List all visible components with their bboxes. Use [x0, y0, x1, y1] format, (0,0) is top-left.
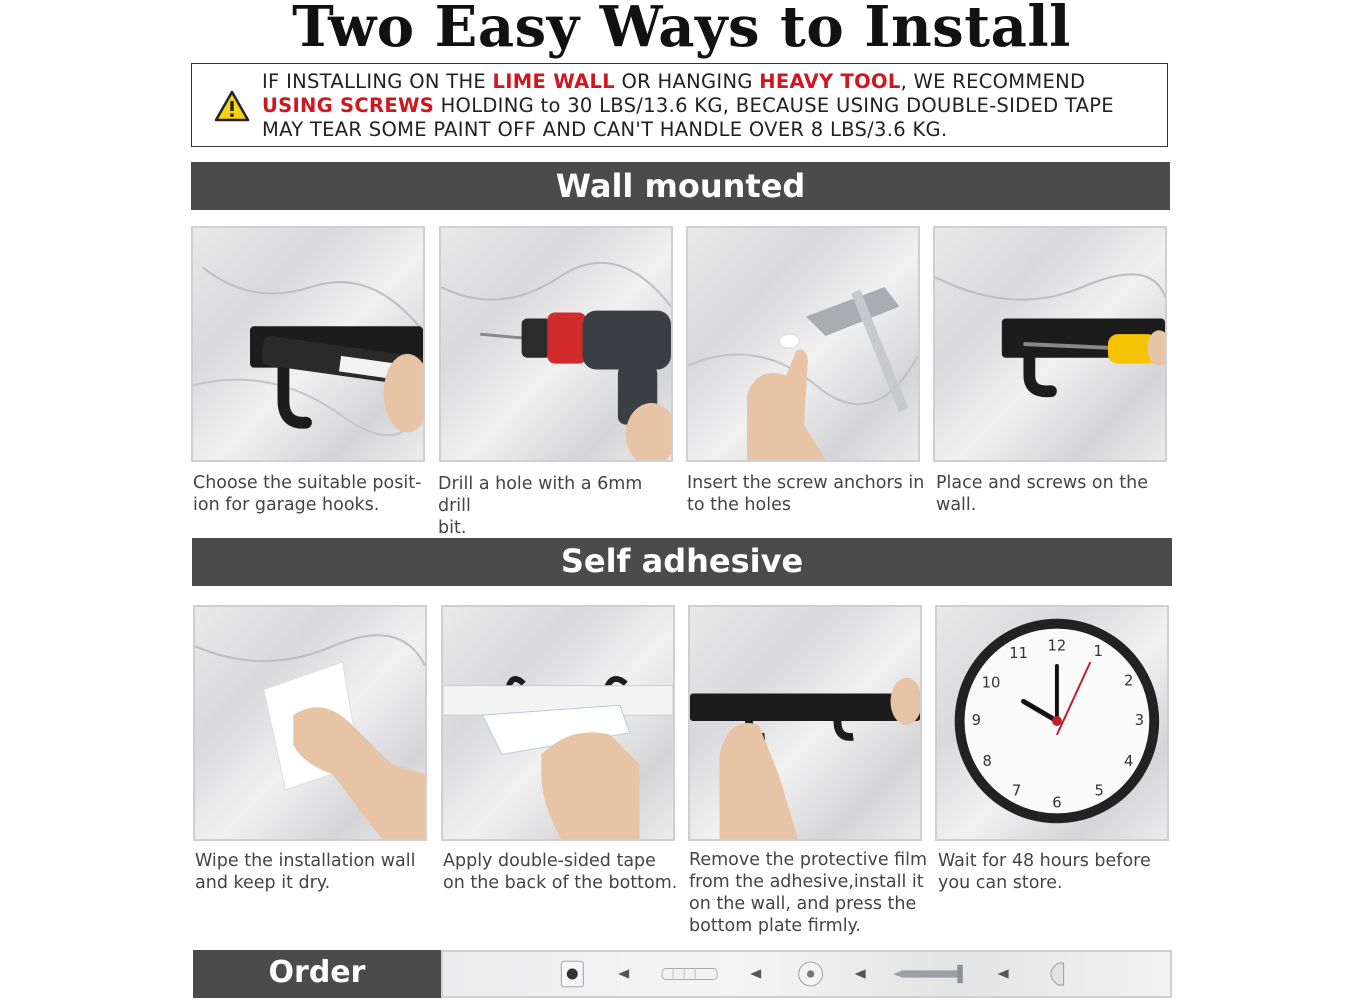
adhesive-step-4-caption	[938, 850, 1178, 894]
warning-text	[262, 70, 1159, 142]
wall-mounted-heading: Wall mounted	[191, 162, 1170, 210]
bracket-icon	[561, 961, 583, 987]
caption-line: Place and screws on the	[936, 473, 1148, 493]
caption-line: on the back of the bottom.	[443, 873, 678, 893]
warning-triangle-icon	[214, 90, 250, 122]
hook-marker-illustration	[193, 228, 423, 460]
hook-cap-icon	[1051, 963, 1064, 985]
wall-step-3-caption	[687, 472, 927, 516]
clock-number-5: 5	[1094, 782, 1104, 800]
adhesive-step-1-image	[193, 605, 427, 841]
caption-line: on the wall, and press the	[689, 894, 917, 914]
caption-line: Drill a hole with a 6mm drill	[438, 474, 643, 516]
adhesive-step-3-caption	[689, 849, 929, 937]
caption-line: bottom plate firmly.	[689, 916, 861, 936]
wall-anchor-icon	[662, 969, 717, 980]
caption-line: ion for garage hooks.	[193, 495, 380, 515]
wipe-wall-illustration	[195, 607, 425, 839]
caption-line: wall.	[936, 495, 977, 515]
adhesive-step-4-image	[935, 605, 1169, 841]
drill-illustration	[441, 228, 671, 460]
warning-highlight-heavy-tool: HEAVY TOOL	[759, 70, 901, 93]
clock-number-11: 11	[1009, 645, 1028, 663]
screw-icon	[893, 965, 963, 983]
clock-number-2: 2	[1123, 672, 1134, 690]
caption-line: and keep it dry.	[195, 873, 331, 893]
caption-line: Insert the screw anchors in	[687, 473, 925, 493]
caption-line: Wait for 48 hours before	[938, 851, 1151, 871]
order-parts-illustration	[443, 952, 1170, 996]
clock-number-8: 8	[982, 753, 992, 771]
wall-step-3-image	[686, 226, 920, 462]
self-adhesive-heading: Self adhesive	[192, 538, 1172, 586]
apply-tape-illustration	[443, 607, 673, 839]
caption-line: Remove the protective film	[689, 850, 928, 870]
screwdriver-hook-illustration	[935, 228, 1165, 460]
caption-line: Wipe the installation wall	[195, 851, 416, 871]
wall-step-4-image	[933, 226, 1167, 462]
order-strip	[441, 950, 1172, 998]
arrow-left-icon	[855, 969, 866, 978]
order-label: Order	[193, 950, 441, 998]
wall-step-2-image	[439, 226, 673, 462]
warning-line-2	[262, 94, 1159, 118]
adhesive-step-1-caption	[195, 850, 435, 894]
wall-step-4-caption	[936, 472, 1176, 516]
warning-text-part: OR HANGING	[615, 70, 760, 93]
warning-highlight-lime-wall: LIME WALL	[492, 70, 616, 93]
caption-line: bit.	[438, 518, 467, 538]
clock-number-10: 10	[981, 674, 1001, 692]
clock-number-3: 3	[1134, 711, 1145, 729]
press-rack-illustration	[690, 607, 920, 839]
clock-number-12: 12	[1047, 637, 1067, 655]
adhesive-step-3-image	[688, 605, 922, 841]
arrow-left-icon	[750, 969, 761, 978]
clock-illustration	[937, 607, 1167, 839]
warning-text-part: IF INSTALLING ON THE	[262, 70, 493, 93]
wall-step-1-caption	[193, 472, 433, 516]
warning-text-part: , WE RECOMMEND	[900, 70, 1086, 93]
caption-line: Choose the suitable posit-	[193, 473, 422, 493]
warning-box	[191, 63, 1168, 147]
wall-step-1-image	[191, 226, 425, 462]
page-title: Two Easy Ways to Install	[292, 0, 1071, 60]
clock-number-1: 1	[1093, 643, 1103, 661]
arrow-left-icon	[618, 969, 629, 978]
warning-line-1	[262, 70, 1159, 94]
clock-number-4: 4	[1123, 753, 1134, 771]
arrow-left-icon	[998, 969, 1009, 978]
caption-line: you can store.	[938, 873, 1063, 893]
clock-number-6: 6	[1052, 794, 1062, 812]
wall-step-2-caption	[438, 473, 678, 539]
washer-icon	[799, 962, 823, 986]
caption-line: Apply double-sided tape	[443, 851, 656, 871]
caption-line: to the holes	[687, 495, 791, 515]
caption-line: from the adhesive,install it	[689, 872, 924, 892]
warning-highlight-using-screws: USING SCREWS	[262, 94, 435, 117]
clock-number-7: 7	[1011, 782, 1022, 800]
adhesive-step-2-image	[441, 605, 675, 841]
warning-text-part: HOLDING to 30 LBS/13.6 KG, BECAUSE USING DOUBLE-SIDED TAPE	[434, 94, 1114, 117]
hammer-anchor-illustration	[688, 228, 918, 460]
warning-line-3: MAY TEAR SOME PAINT OFF AND CAN'T HANDLE OVER 8 LBS/3.6 KG.	[262, 118, 948, 141]
clock-number-9: 9	[971, 711, 982, 729]
adhesive-step-2-caption	[443, 850, 683, 894]
